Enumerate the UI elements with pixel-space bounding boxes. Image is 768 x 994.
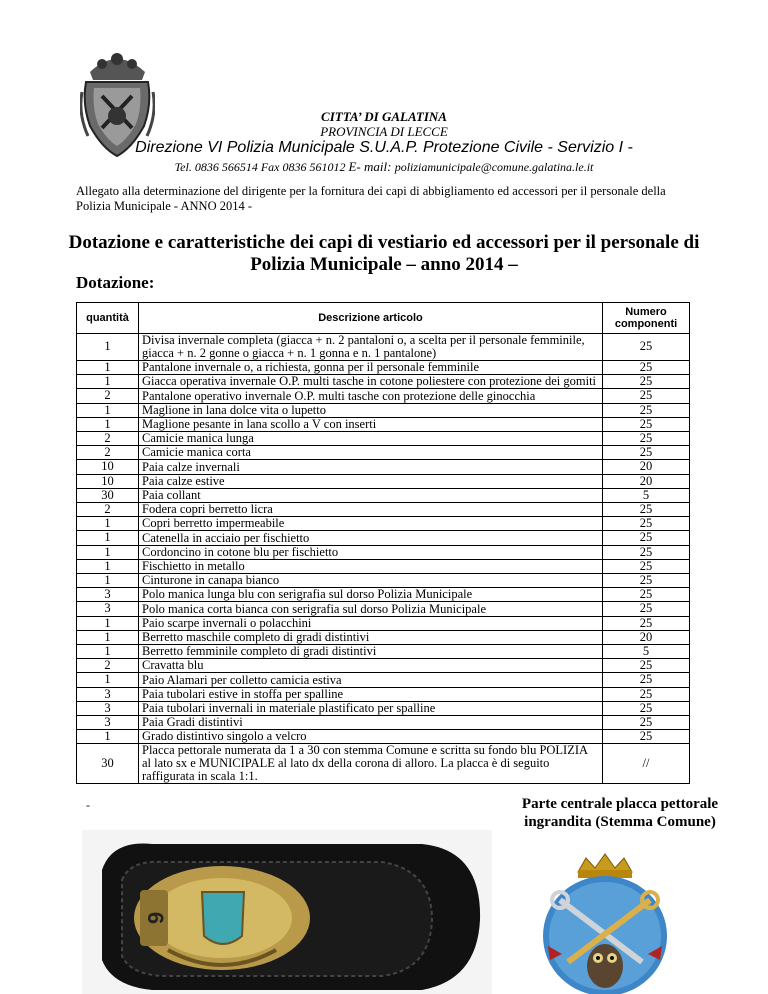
- row-components: 20: [603, 460, 690, 474]
- table-row: [77, 645, 690, 659]
- section-subtitle: Dotazione:: [76, 273, 155, 292]
- enlarged-caption: Parte centrale placca pettorale ingrandita (Stemma Comune): [521, 796, 719, 830]
- table-row: [77, 375, 690, 389]
- row-quantity: 1: [77, 517, 139, 531]
- row-description: Giacca operativa invernale O.P. multi tasche in cotone poliestere con protezione dei gomiti: [139, 375, 603, 389]
- row-components: 20: [603, 630, 690, 644]
- table-row: [77, 630, 690, 644]
- row-quantity: 1: [77, 673, 139, 687]
- row-description: Paia calze invernali: [139, 460, 603, 474]
- row-components: 25: [603, 602, 690, 616]
- table-row: [77, 503, 690, 517]
- row-quantity: 1: [77, 630, 139, 644]
- row-components: 25: [603, 375, 690, 389]
- table-row: [77, 716, 690, 730]
- table-row: [77, 744, 690, 784]
- row-components: 25: [603, 403, 690, 417]
- document-title: Dotazione e caratteristiche dei capi di vestiario ed accessori per il personale di Polizia Municipale – anno 2014 –: [68, 232, 700, 275]
- row-description: Polo manica corta bianca con serigrafia sul dorso Polizia Municipale: [139, 602, 603, 616]
- table-row: [77, 474, 690, 488]
- attachment-note: Allegato alla determinazione del dirigente per la fornitura dei capi di abbigliamento ed accessori per il personale della Polizia Municipale - ANNO 2014 -: [76, 184, 666, 213]
- row-description: Berretto femminile completo di gradi distintivi: [139, 645, 603, 659]
- row-components: 25: [603, 559, 690, 573]
- table-row: [77, 488, 690, 502]
- row-components: 25: [603, 701, 690, 715]
- row-description: Camicie manica lunga: [139, 432, 603, 446]
- table-row: [77, 602, 690, 616]
- row-description: Catenella in acciaio per fischietto: [139, 531, 603, 545]
- header-quantity: quantità: [77, 303, 139, 334]
- row-quantity: 3: [77, 602, 139, 616]
- row-description: Polo manica lunga blu con serigrafia sul dorso Polizia Municipale: [139, 588, 603, 602]
- row-quantity: 1: [77, 375, 139, 389]
- row-description: Paia tubolari invernali in materiale plastificato per spalline: [139, 701, 603, 715]
- row-description: Pantalone invernale o, a richiesta, gonna per il personale femminile: [139, 361, 603, 375]
- row-description: Paia tubolari estive in stoffa per spalline: [139, 687, 603, 701]
- header-components: Numero componenti: [603, 303, 690, 334]
- row-quantity: 2: [77, 432, 139, 446]
- phone-fax: Tel. 0836 566514 Fax 0836 561012: [174, 160, 349, 174]
- row-quantity: 10: [77, 474, 139, 488]
- table-row: [77, 361, 690, 375]
- row-quantity: 1: [77, 531, 139, 545]
- email-address: poliziamunicipale@comune.galatina.le.it: [394, 160, 594, 174]
- row-components: 25: [603, 588, 690, 602]
- row-components: 25: [603, 389, 690, 403]
- city-name: CITTA’ DI GALATINA: [321, 109, 447, 124]
- row-components: 25: [603, 334, 690, 361]
- table-row: [77, 446, 690, 460]
- coat-of-arms-enlarged: [538, 850, 672, 994]
- row-components: 25: [603, 716, 690, 730]
- row-description: Paia Gradi distintivi: [139, 716, 603, 730]
- row-components: 25: [603, 446, 690, 460]
- row-quantity: 1: [77, 574, 139, 588]
- row-description: Pantalone operativo invernale O.P. multi tasche con protezione delle ginocchia: [139, 389, 603, 403]
- row-components: 25: [603, 361, 690, 375]
- row-description: Grado distintivo singolo a velcro: [139, 730, 603, 744]
- row-quantity: 3: [77, 701, 139, 715]
- table-row: [77, 616, 690, 630]
- row-description: Cravatta blu: [139, 659, 603, 673]
- table-row: [77, 517, 690, 531]
- row-quantity: 30: [77, 488, 139, 502]
- table-row: [77, 730, 690, 744]
- row-quantity: 1: [77, 417, 139, 431]
- table-row: [77, 417, 690, 431]
- row-quantity: 1: [77, 403, 139, 417]
- equipment-table: [76, 302, 690, 784]
- table-row: [77, 403, 690, 417]
- row-description: Fodera copri berretto licra: [139, 503, 603, 517]
- row-components: 25: [603, 531, 690, 545]
- row-quantity: 3: [77, 716, 139, 730]
- row-description: Camicie manica corta: [139, 446, 603, 460]
- table-row: [77, 545, 690, 559]
- row-quantity: 2: [77, 389, 139, 403]
- row-components: 5: [603, 488, 690, 502]
- row-components: 5: [603, 645, 690, 659]
- footer-mark: -: [86, 798, 90, 812]
- table-row: [77, 334, 690, 361]
- row-quantity: 2: [77, 446, 139, 460]
- table-row: [77, 389, 690, 403]
- table-row: [77, 588, 690, 602]
- row-quantity: 3: [77, 588, 139, 602]
- table-row: [77, 673, 690, 687]
- row-components: 20: [603, 474, 690, 488]
- row-quantity: 1: [77, 645, 139, 659]
- row-quantity: 1: [77, 559, 139, 573]
- row-quantity: 30: [77, 744, 139, 784]
- email-label: E- mail:: [348, 159, 395, 174]
- row-quantity: 1: [77, 545, 139, 559]
- table-row: [77, 574, 690, 588]
- row-components: 25: [603, 730, 690, 744]
- row-quantity: 1: [77, 361, 139, 375]
- row-description: Paia collant: [139, 488, 603, 502]
- table-row: [77, 531, 690, 545]
- table-row: [77, 460, 690, 474]
- header-description: Descrizione articolo: [139, 303, 603, 334]
- row-description: Copri berretto impermeabile: [139, 517, 603, 531]
- row-description: Paia calze estive: [139, 474, 603, 488]
- row-components: 25: [603, 687, 690, 701]
- row-components: 25: [603, 503, 690, 517]
- row-description: Cordoncino in cotone blu per fischietto: [139, 545, 603, 559]
- row-components: 25: [603, 659, 690, 673]
- row-quantity: 1: [77, 616, 139, 630]
- row-description: Paio scarpe invernali o polacchini: [139, 616, 603, 630]
- row-quantity: 1: [77, 334, 139, 361]
- row-components: 25: [603, 417, 690, 431]
- chest-plate-photo: [82, 830, 492, 994]
- row-components: 25: [603, 616, 690, 630]
- contact-line: [0, 159, 768, 175]
- row-components: 25: [603, 673, 690, 687]
- row-description: Paio Alamari per colletto camicia estiva: [139, 673, 603, 687]
- table-header-row: [77, 303, 690, 334]
- table-row: [77, 687, 690, 701]
- table-row: [77, 659, 690, 673]
- row-components: //: [603, 744, 690, 784]
- row-description: Cinturone in canapa bianco: [139, 574, 603, 588]
- row-description: Placca pettorale numerata da 1 a 30 con stemma Comune e scritta su fondo blu POLIZIA al lato sx e MUNICIPALE al lato dx della corona di alloro. La placca è di seguito raffigurata in scala 1:1.: [139, 744, 603, 784]
- row-description: Maglione in lana dolce vita o lupetto: [139, 403, 603, 417]
- row-quantity: 2: [77, 659, 139, 673]
- plate-number: 6: [143, 911, 168, 925]
- row-description: Berretto maschile completo di gradi distintivi: [139, 630, 603, 644]
- row-description: Maglione pesante in lana scollo a V con inserti: [139, 417, 603, 431]
- table-row: [77, 432, 690, 446]
- row-quantity: 10: [77, 460, 139, 474]
- province-name: PROVINCIA DI LECCE: [320, 124, 448, 139]
- row-quantity: 3: [77, 687, 139, 701]
- row-quantity: 2: [77, 503, 139, 517]
- row-description: Divisa invernale completa (giacca + n. 2 pantaloni o, a scelta per il personale femminile, giacca + n. 2 gonne o giacca + n. 1 gonna e n. 1 pantalone): [139, 334, 603, 361]
- row-quantity: 1: [77, 730, 139, 744]
- row-components: 25: [603, 574, 690, 588]
- row-components: 25: [603, 517, 690, 531]
- department-name: Direzione VI Polizia Municipale S.U.A.P. Protezione Civile - Servizio I -: [135, 139, 633, 156]
- row-description: Fischietto in metallo: [139, 559, 603, 573]
- table-row: [77, 559, 690, 573]
- row-components: 25: [603, 432, 690, 446]
- table-row: [77, 701, 690, 715]
- row-components: 25: [603, 545, 690, 559]
